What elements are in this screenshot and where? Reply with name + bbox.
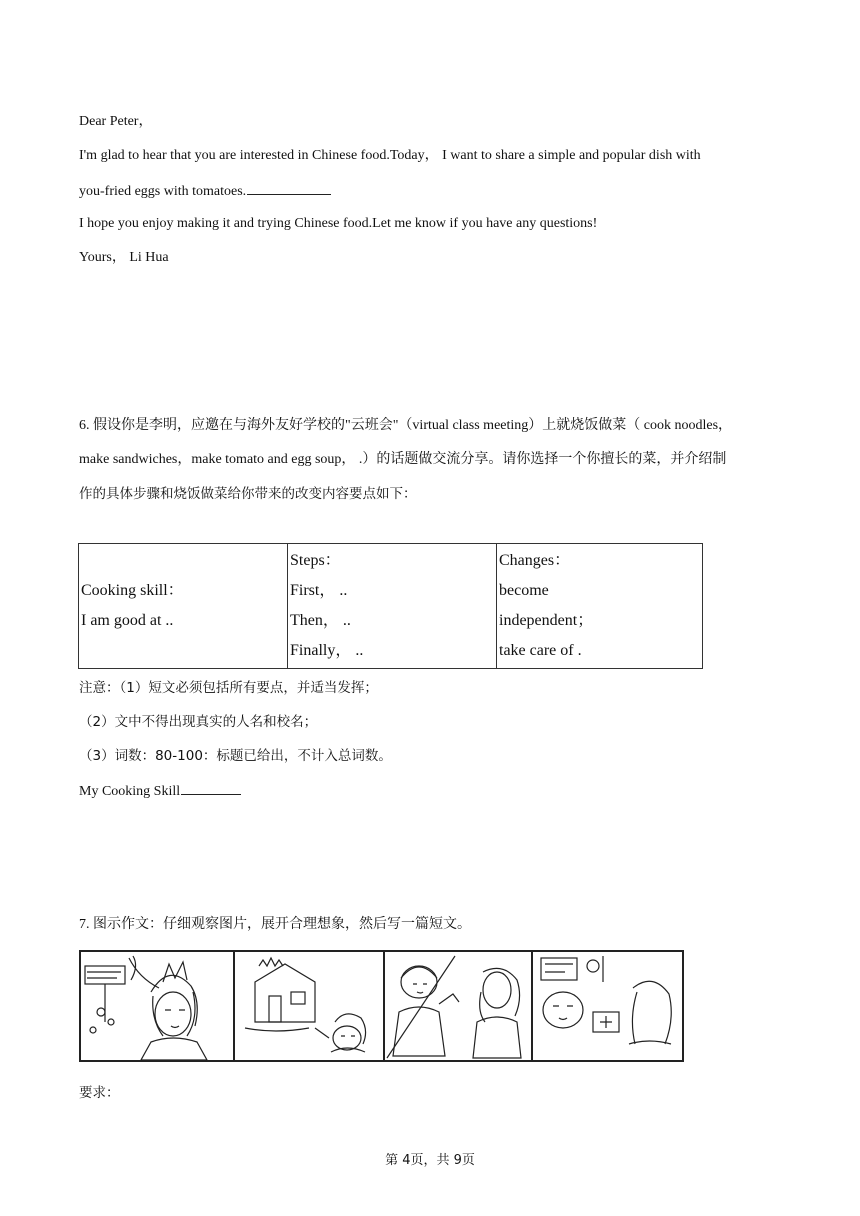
picture-strip bbox=[79, 950, 684, 1062]
answer-blank bbox=[181, 781, 241, 795]
letter-line-text: you-fried eggs with tomatoes. bbox=[79, 184, 247, 199]
title-prompt: My Cooking Skill bbox=[79, 784, 181, 799]
cell-line: Changes： bbox=[499, 552, 571, 569]
letter-greeting: Dear Peter， bbox=[79, 114, 153, 129]
letter-signoff: Yours， Li Hua bbox=[79, 250, 169, 265]
question-6-prompt: make sandwiches，make tomato and egg soup， .）的话题做交流分享。请你选择一个你擅长的菜，并介绍制 bbox=[79, 452, 727, 467]
sketch-two-girls-image bbox=[385, 952, 531, 1060]
sketch-house-and-girl-image bbox=[235, 952, 383, 1060]
picture-panel-1 bbox=[81, 952, 235, 1060]
cell-line: independent； bbox=[499, 612, 594, 629]
picture-panel-2 bbox=[235, 952, 385, 1060]
picture-panel-4 bbox=[533, 952, 682, 1060]
answer-blank bbox=[247, 181, 331, 195]
cell-line: Steps： bbox=[290, 552, 341, 569]
question-6-prompt: 6. 假设你是李明，应邀在与海外友好学校的"云班会"（virtual class meeting）上就烧饭做菜（ cook noodles， bbox=[79, 418, 733, 433]
letter-line bbox=[79, 181, 331, 201]
note-line: （2）文中不得出现真实的人名和校名； bbox=[79, 714, 318, 730]
letter-line: I hope you enjoy making it and trying Chinese food.Let me know if you have any questions! bbox=[79, 216, 598, 231]
question-7-prompt: 7. 图示作文：仔细观察图片，展开合理想象，然后写一篇短文。 bbox=[79, 917, 471, 932]
letter-line: I'm glad to hear that you are interested in Chinese food.Today， I want to share a simple and popular dish with bbox=[79, 148, 701, 163]
cell-line: First， .. bbox=[290, 582, 348, 599]
cell-line: Cooking skill： bbox=[81, 582, 184, 599]
cell-line: become bbox=[499, 582, 549, 599]
table-cell-changes bbox=[497, 544, 703, 669]
cell-line: take care of . bbox=[499, 642, 582, 659]
picture-panel-3 bbox=[385, 952, 533, 1060]
note-line: 注意：（1）短文必须包括所有要点，并适当发挥； bbox=[79, 680, 378, 696]
table-cell-steps bbox=[288, 544, 497, 669]
cell-line: Then， .. bbox=[290, 612, 351, 629]
note-line: （3）词数：80-100：标题已给出，不计入总词数。 bbox=[79, 748, 392, 764]
title-prompt-line bbox=[79, 781, 241, 801]
sketch-kitchen-and-first-aid-image bbox=[533, 952, 682, 1060]
question-6-prompt: 作的具体步骤和烧饭做菜给你带来的改变内容要点如下： bbox=[79, 486, 417, 502]
table-cell-skill bbox=[79, 544, 288, 669]
page-footer: 第 4页，共 9页 bbox=[385, 1153, 475, 1168]
sketch-girl-cooking-sign-image bbox=[81, 952, 233, 1060]
requirement-label: 要求： bbox=[79, 1085, 120, 1101]
cell-line: Finally， .. bbox=[290, 642, 364, 659]
cell-line: I am good at .. bbox=[81, 612, 174, 629]
points-table bbox=[78, 543, 703, 669]
